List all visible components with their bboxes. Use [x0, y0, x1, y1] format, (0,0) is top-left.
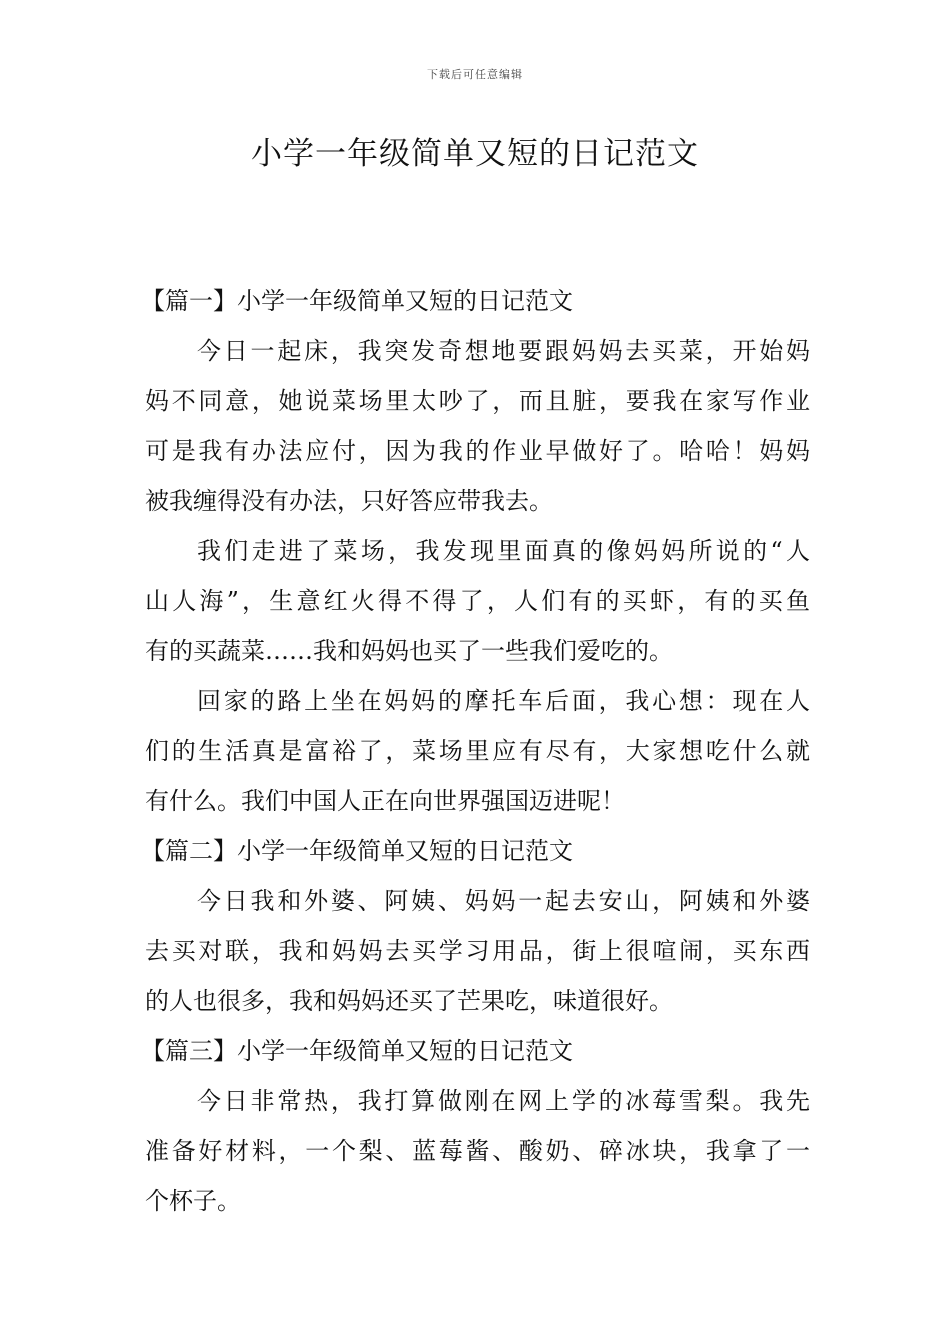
body-line: 的人也很多，我和妈妈还买了芒果吃，味道很好。 — [145, 987, 673, 1015]
body-line: 有什么。我们中国人正在向世界强国迈进呢！ — [145, 787, 625, 815]
body-line: 有的买蔬菜……我和妈妈也买了一些我们爱吃的。 — [145, 637, 673, 665]
body-line: 今日一起床，我突发奇想地要跟妈妈去买菜，开始妈 — [197, 337, 810, 365]
document-title: 小学一年级简单又短的日记范文 — [251, 136, 699, 172]
body-line: 准备好材料，一个梨、蓝莓酱、酸奶、碎冰块，我拿了一 — [145, 1137, 810, 1165]
body-line: 妈不同意，她说菜场里太吵了，而且脏，要我在家写作业 — [145, 387, 810, 415]
document-body — [141, 276, 810, 1226]
section-heading: 【篇二】小学一年级简单又短的日记范文 — [141, 837, 573, 865]
body-line: 被我缠得没有办法，只好答应带我去。 — [145, 487, 553, 515]
body-line: 今日非常热，我打算做刚在网上学的冰莓雪梨。我先 — [197, 1087, 810, 1115]
body-line: 可是我有办法应付，因为我的作业早做好了。哈哈！妈妈 — [145, 437, 810, 465]
body-line: 个杯子。 — [145, 1187, 241, 1215]
body-line: 们的生活真是富裕了，菜场里应有尽有，大家想吃什么就 — [145, 737, 810, 765]
section-heading: 【篇三】小学一年级简单又短的日记范文 — [141, 1037, 573, 1065]
body-line: 去买对联，我和妈妈去买学习用品，街上很喧闹，买东西 — [145, 937, 810, 965]
header-note: 下载后可任意编辑 — [427, 68, 523, 81]
body-line: 回家的路上坐在妈妈的摩托车后面，我心想：现在人 — [197, 687, 810, 715]
body-line: 我们走进了菜场，我发现里面真的像妈妈所说的“人 — [197, 537, 810, 565]
body-line: 今日我和外婆、阿姨、妈妈一起去安山，阿姨和外婆 — [197, 887, 810, 915]
body-line: 山人海”，生意红火得不得了，人们有的买虾，有的买鱼 — [145, 587, 810, 615]
section-heading: 【篇一】小学一年级简单又短的日记范文 — [141, 287, 573, 315]
